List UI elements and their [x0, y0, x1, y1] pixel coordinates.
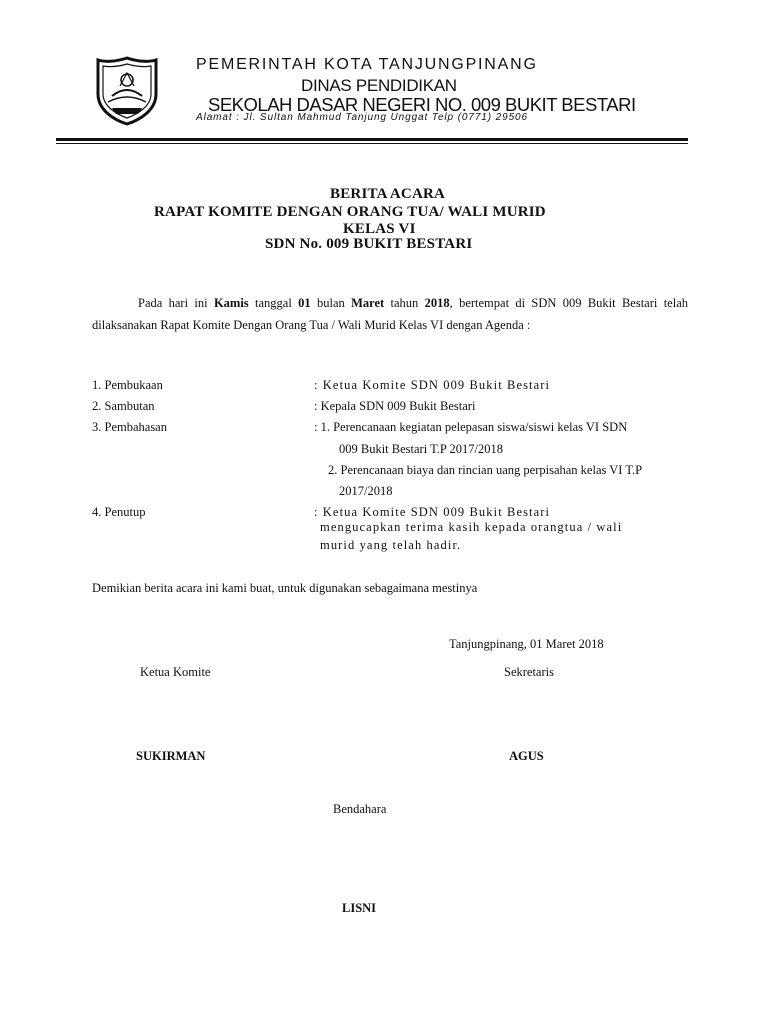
agenda-item-value: 009 Bukit Bestari T.P 2017/2018	[339, 442, 504, 456]
letterhead-divider-thin	[56, 143, 688, 144]
agenda-item-label: 2. Sambutan	[92, 399, 155, 413]
agenda-item-value: 2017/2018	[339, 484, 393, 498]
letterhead-school: SEKOLAH DASAR NEGERI NO. 009 BUKIT BESTARI	[208, 94, 636, 115]
agenda-item-value: mengucapkan terima kasih kepada orangtua / wali	[320, 520, 623, 534]
agenda-item-label: 3. Pembahasan	[92, 420, 167, 434]
document-subtitle: RAPAT KOMITE DENGAN ORANG TUA/ WALI MURID	[154, 204, 546, 220]
kota-tanjungpinang-logo	[94, 56, 160, 126]
letterhead-government: PEMERINTAH KOTA TANJUNGPINANG	[196, 56, 538, 73]
agenda-item-value: murid yang telah hadir.	[320, 538, 462, 552]
agenda-item-label: 4. Penutup	[92, 505, 146, 519]
agenda-item-value: : Ketua Komite SDN 009 Bukit Bestari	[314, 378, 551, 392]
signature-role-chairman: Ketua Komite	[140, 665, 211, 679]
closing-statement: Demikian berita acara ini kami buat, untuk digunakan sebagaimana mestinya	[92, 581, 478, 595]
intro-paragraph: Pada hari ini Kamis tanggal 01 bulan Maret tahun 2018, bertempat di SDN 009 Bukit Bestari telah dilaksanakan Rapat Komite Dengan Orang Tua / Wali Murid Kelas VI dengan Agenda :	[92, 296, 688, 332]
letterhead-divider	[56, 138, 688, 141]
letterhead-address: Alamat : Jl. Sultan Mahmud Tanjung Unggat Telp (0771) 29506	[196, 112, 528, 123]
agenda-item-label: 1. Pembukaan	[92, 378, 163, 392]
letterhead-department: DINAS PENDIDIKAN	[301, 76, 457, 95]
agenda-item-value: : Kepala SDN 009 Bukit Bestari	[314, 399, 476, 413]
signature-role-secretary: Sekretaris	[504, 665, 554, 679]
agenda-item-value: : 1. Perencanaan kegiatan pelepasan siswa/siswi kelas VI SDN	[314, 420, 628, 434]
signature-name-secretary: AGUS	[509, 749, 544, 763]
document-school: SDN No. 009 BUKIT BESTARI	[265, 236, 473, 252]
signature-name-chairman: SUKIRMAN	[136, 749, 206, 763]
place-and-date: Tanjungpinang, 01 Maret 2018	[449, 637, 604, 651]
agenda-item-value: : Ketua Komite SDN 009 Bukit Bestari	[314, 505, 551, 519]
signature-role-treasurer: Bendahara	[333, 802, 387, 816]
document-class: KELAS VI	[343, 221, 416, 237]
agenda-item-value: 2. Perencanaan biaya dan rincian uang perpisahan kelas VI T.P	[328, 463, 643, 477]
document-title: BERITA ACARA	[330, 186, 446, 202]
signature-name-treasurer: LISNI	[342, 901, 377, 915]
